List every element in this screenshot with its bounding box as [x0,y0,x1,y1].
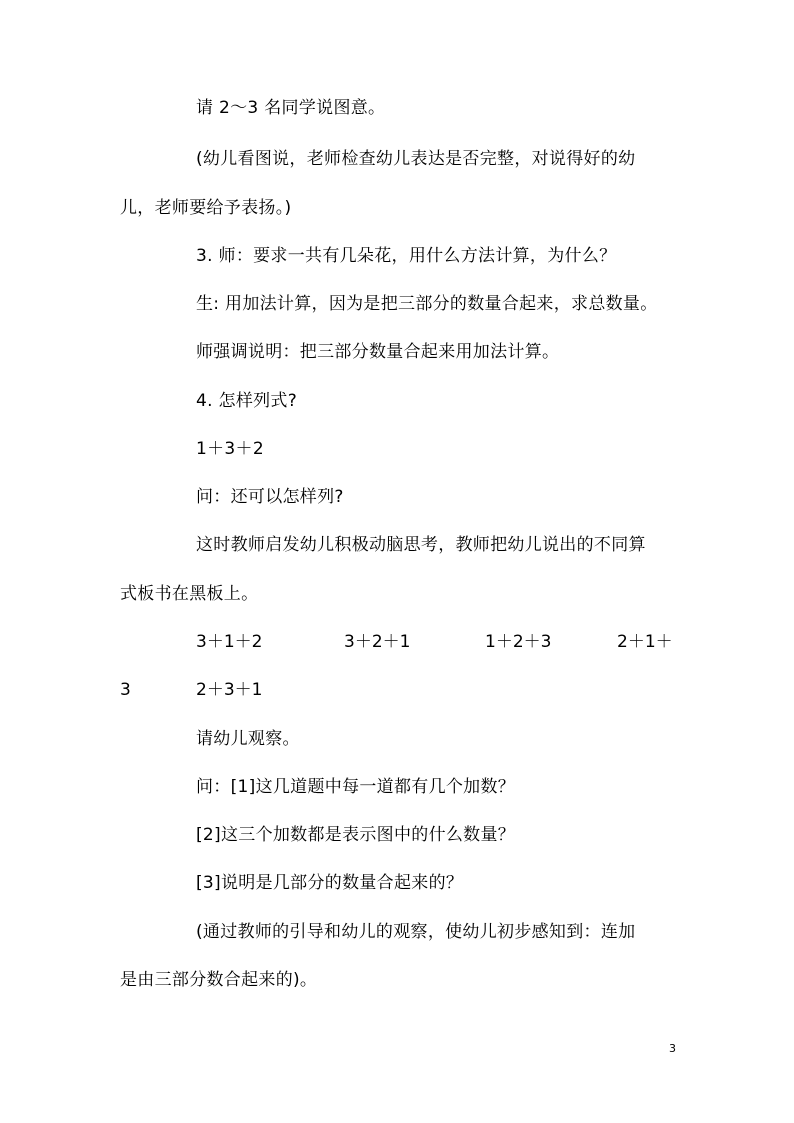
text-line: 问：还可以怎样列? [196,487,344,507]
text-line: 式板书在黑板上。 [120,584,259,604]
text-line: 请幼儿观察。 [196,729,300,749]
text-line: 是由三部分数合起来的)。 [120,970,318,990]
text-line: (幼儿看图说，老师检查幼儿表达是否完整，对说得好的幼 [196,149,636,169]
page-number: 3 [669,1042,676,1055]
text-line: 师强调说明：把三部分数量合起来用加法计算。 [196,342,560,362]
expression-item: 2＋1＋ [617,632,673,652]
expression-item: 3 [120,680,131,700]
expression-item: 3＋2＋1 [344,632,411,652]
expression-item: 1＋2＋3 [485,632,552,652]
text-line: [3]说明是几部分的数量合起来的？ [196,873,464,893]
text-line: 3. 师：要求一共有几朵花，用什么方法计算，为什么？ [196,246,617,266]
text-line: 这时教师启发幼儿积极动脑思考，教师把幼儿说出的不同算 [196,535,646,555]
expression-item: 2＋3＋1 [196,680,263,700]
text-line: 请 2～3 名同学说图意。 [196,98,386,118]
text-line: 4. 怎样列式? [196,391,298,411]
expression-line: 1＋3＋2 [196,439,264,459]
text-line: 儿，老师要给予表扬。) [120,198,292,218]
text-line: (通过教师的引导和幼儿的观察，使幼儿初步感知到：连加 [196,922,636,942]
text-line: 问：[1]这几道题中每一道都有几个加数？ [196,777,516,797]
text-line: [2]这三个加数都是表示图中的什么数量？ [196,825,516,845]
expression-item: 3＋1＋2 [196,632,263,652]
text-line: 生: 用加法计算，因为是把三部分的数量合起来，求总数量。 [196,294,658,314]
